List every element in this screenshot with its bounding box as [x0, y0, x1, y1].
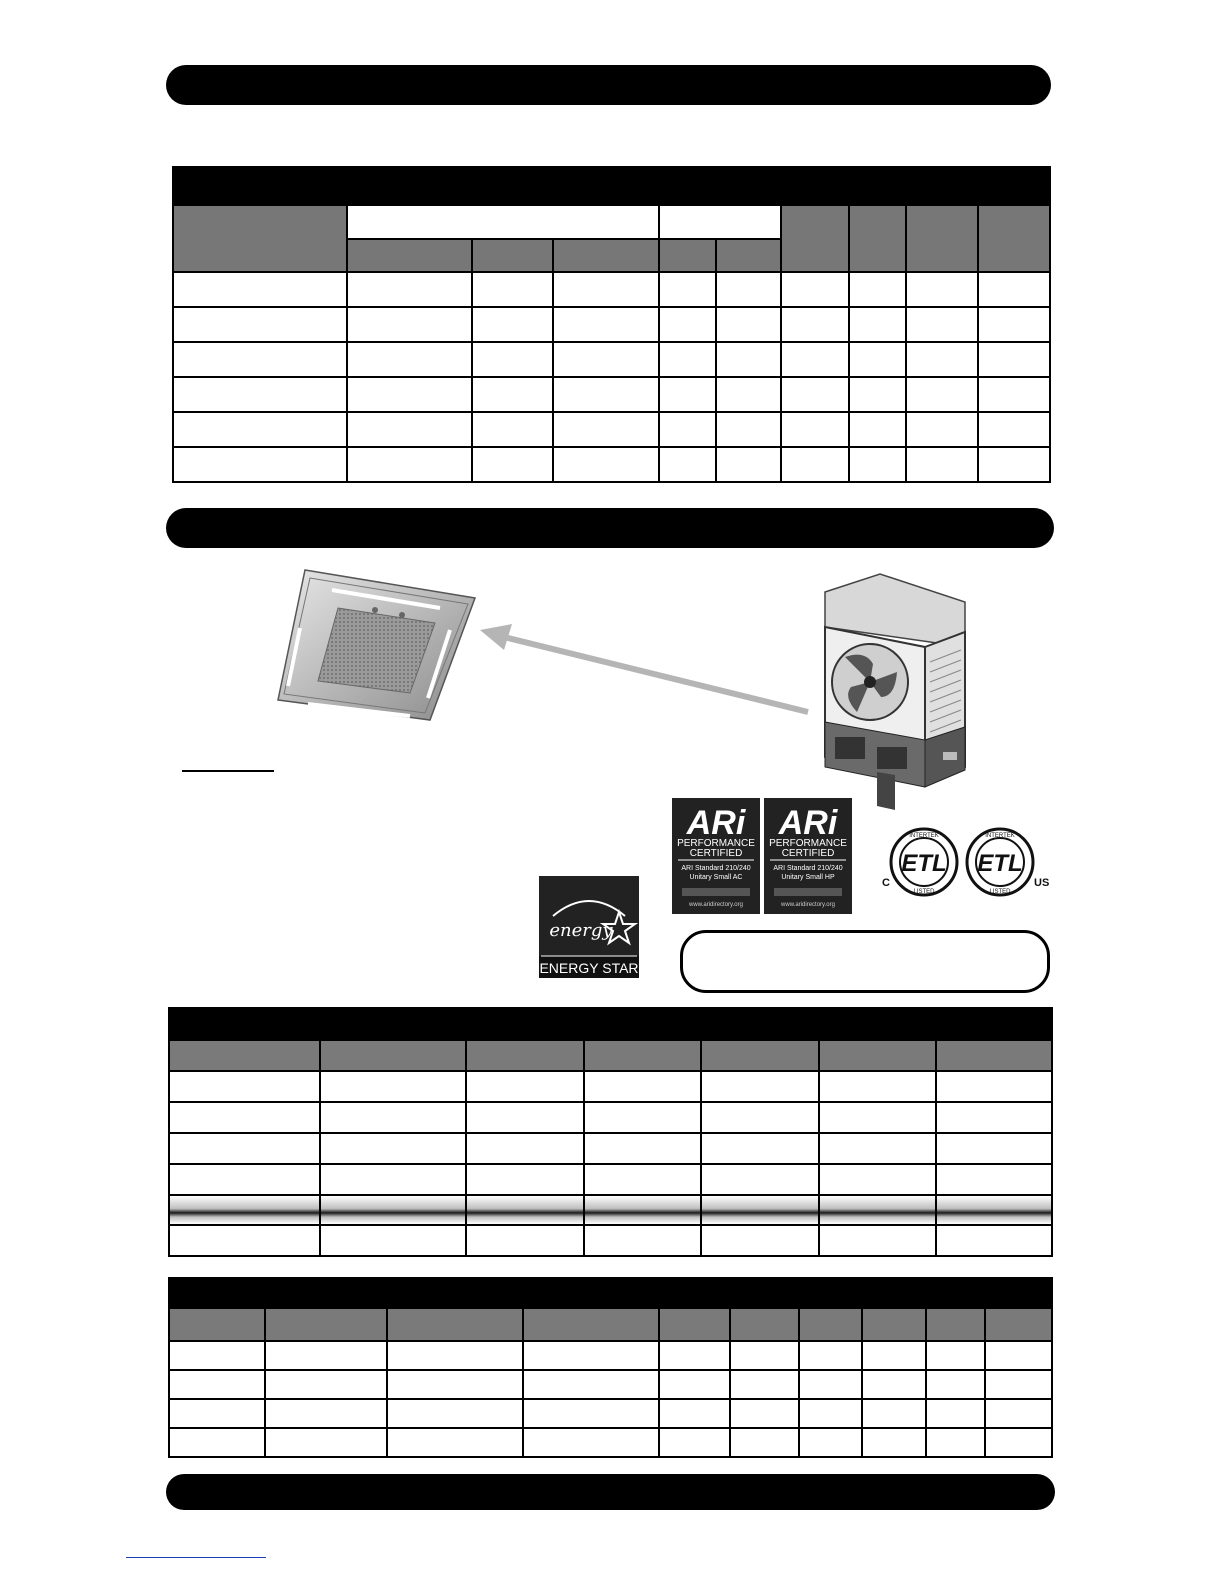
ari-standard: ARI Standard 210/240: [773, 865, 843, 872]
table-row: [173, 307, 1050, 342]
table-1-header-cell: [906, 205, 978, 272]
ari-product: Unitary Small HP: [781, 874, 835, 881]
table-row: [169, 1370, 1052, 1399]
section-header-middle: [166, 508, 1054, 548]
ari-certified-hp-logo: [764, 798, 852, 914]
etl-bottom-text: LISTED: [989, 889, 1011, 895]
etl-side-text: C: [882, 877, 890, 889]
section-header-top: [166, 65, 1051, 105]
ari-brand-text: ARi: [778, 804, 838, 842]
spec-table-3: [168, 1277, 1053, 1458]
table-row: [173, 412, 1050, 447]
spec-table-2: [168, 1007, 1053, 1257]
section-header-bottom: [166, 1474, 1055, 1510]
etl-top-text: INTERTEK: [909, 833, 939, 839]
table-row: [173, 447, 1050, 482]
table-row: [169, 1341, 1052, 1370]
table-1-header-cell: [347, 205, 659, 239]
table-1-header-cell: [849, 205, 906, 272]
table-1-header-cell: [347, 239, 472, 272]
table-3-title: [169, 1278, 1052, 1308]
table-row: [169, 1164, 1052, 1195]
ari-brand-text: ARi: [686, 804, 746, 842]
table-row: [169, 1195, 1052, 1225]
table-2-header-row: [169, 1040, 1052, 1071]
table-row: [169, 1428, 1052, 1457]
note-box: [680, 930, 1050, 993]
underline-mark: [182, 770, 274, 772]
table-row: [169, 1102, 1052, 1133]
etl-listed-c-logo: [876, 826, 966, 898]
energy-star-script: energy: [549, 920, 613, 941]
etl-top-text: INTERTEK: [985, 833, 1015, 839]
table-row: [169, 1225, 1052, 1256]
table-1-title: [173, 167, 1050, 205]
ari-line2: CERTIFIED: [781, 848, 835, 859]
table-1-header-cell: [553, 239, 659, 272]
table-1-header-cell: [716, 239, 781, 272]
energy-star-label: ENERGY STAR: [539, 960, 639, 976]
table-1-header-cell: [659, 239, 716, 272]
table-2-title: [169, 1008, 1052, 1040]
ari-certified-ac-logo: [672, 798, 760, 914]
etl-mark: ETL: [977, 850, 1023, 877]
table-row: [169, 1399, 1052, 1428]
ceiling-cassette-illustration: [270, 568, 485, 723]
table-1-header-cell: [659, 205, 781, 239]
energy-star-logo: [539, 876, 639, 978]
table-3-header-row: [169, 1308, 1052, 1341]
etl-listed-us-logo: [962, 826, 1054, 898]
etl-bottom-text: LISTED: [913, 889, 935, 895]
table-1-header-cell: [978, 205, 1050, 272]
ari-line2: CERTIFIED: [689, 848, 743, 859]
ari-product: Unitary Small AC: [689, 874, 743, 881]
table-row: [173, 342, 1050, 377]
table-1-header-cell: [173, 205, 347, 272]
table-row: [173, 377, 1050, 412]
ari-url: www.aridirectory.org: [689, 902, 743, 908]
table-row: [169, 1071, 1052, 1102]
footer-link-underline[interactable]: [126, 1557, 266, 1558]
table-row: [173, 272, 1050, 307]
table-row: [169, 1133, 1052, 1164]
table-1-header-cell: [781, 205, 849, 272]
etl-side-text: US: [1034, 877, 1050, 889]
ari-line1: PERFORMANCE: [769, 838, 847, 849]
ari-line1: PERFORMANCE: [677, 838, 755, 849]
etl-mark: ETL: [901, 850, 947, 877]
ari-url: www.aridirectory.org: [781, 902, 835, 908]
connection-arrow: [478, 620, 813, 720]
ari-standard: ARI Standard 210/240: [681, 865, 751, 872]
table-1-header-cell: [472, 239, 553, 272]
spec-table-1: [172, 166, 1051, 483]
outdoor-condenser-illustration: [815, 572, 975, 812]
